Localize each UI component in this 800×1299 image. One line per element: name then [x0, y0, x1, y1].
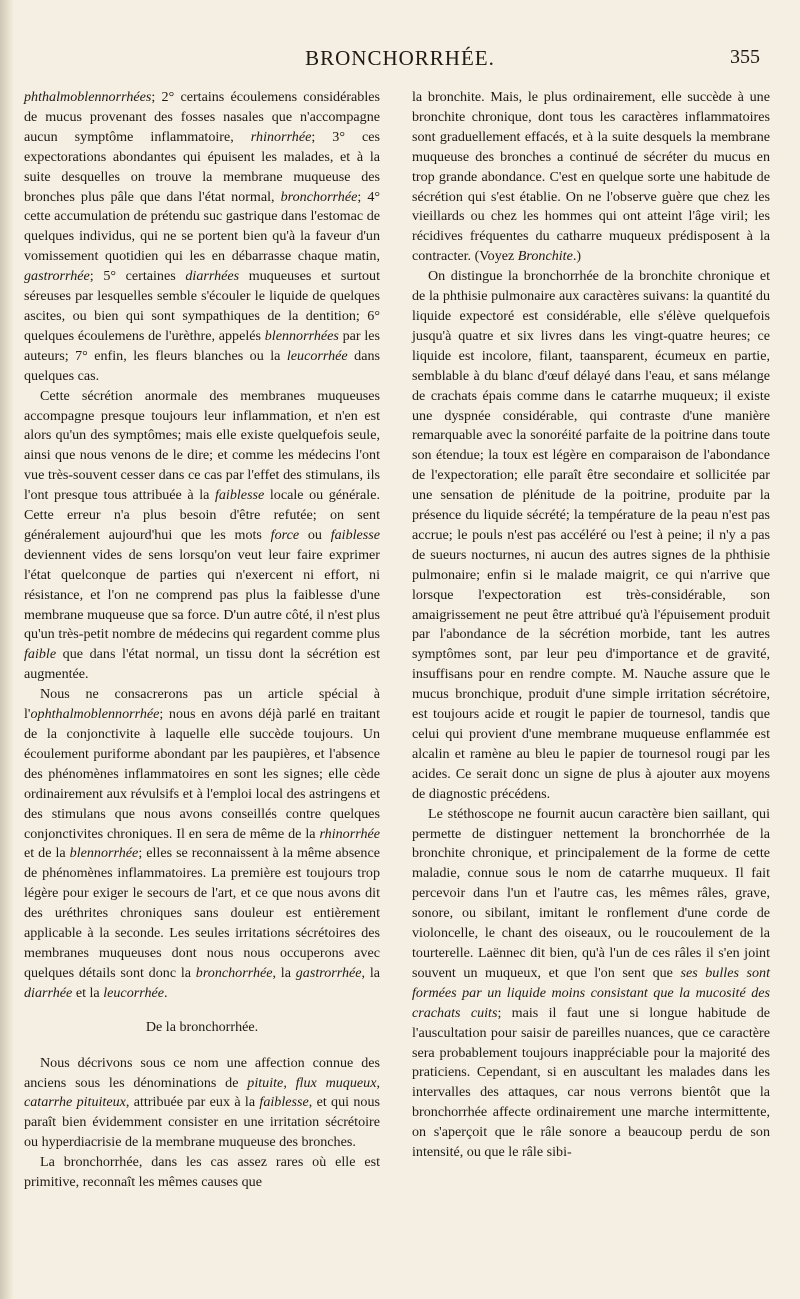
paragraph: [24, 685, 380, 1004]
paragraph: [24, 387, 380, 686]
text-run: Nous décrivons sous ce nom une affection connue des anciens sous les dénominations de: [24, 1054, 380, 1091]
paragraph: [412, 805, 770, 1163]
italic-text: rhinorrhée: [319, 825, 380, 842]
text-run: et la: [72, 984, 104, 1001]
text-run: locale ou générale. Cette erreur n'a plus besoin d'être refutée; on sent généralement aujourd'hui que les mots: [24, 487, 381, 543]
text-run: ou: [299, 526, 331, 543]
text-run: que dans l'état normal, un tissu dont la sécrétion est augmentée.: [24, 646, 380, 683]
italic-text: ophthalmoblennorrhée: [30, 706, 160, 723]
text-run: .): [572, 248, 582, 265]
paragraph: [24, 88, 380, 387]
italic-text: blennorrhée: [69, 845, 139, 862]
italic-text: faible: [24, 646, 57, 663]
italic-text: diarrhée: [24, 984, 73, 1001]
left-column: [24, 88, 380, 1193]
text-run: ; 3° ces expectorations abondantes qui épuisent les malades, et à la suite desquelles on trouve la membrane muqueuse des bronches plus pâle que dans l'état normal,: [24, 128, 380, 205]
italic-text: phthalmoblennorrhées: [24, 89, 152, 105]
italic-text: bronchorrhée: [195, 964, 273, 981]
text-run: et de la: [24, 845, 70, 862]
italic-text: ses bulles sont formées par un liquide moins consistant que la mucosité des crachats cuits: [412, 964, 770, 1021]
italic-text: bronchorrhée: [280, 188, 358, 205]
italic-text: catarrhe pituiteux: [24, 1094, 126, 1111]
paragraph: [24, 1054, 380, 1154]
text-run: la bronchite. Mais, le plus ordinairement, elle succède à une bronchite chronique, dont tous les caractères inflammatoires sont graduellement effacés, et à la suite desquels la membrane muqueuse des bronches a continué de sécréter du mucus en trop grande abondance. C'est en quelque sorte une habitude de sécrétion qui s'est établie. On ne l'observe guère que chez les vieillards ou chez les hommes qui ont atteint l'âge viril; les récidives fréquentes du catharre muqueux prédisposent à la contracter. (Voyez: [412, 89, 770, 265]
running-title: BRONCHORRHÉE.: [305, 46, 495, 70]
paragraph: [24, 1153, 380, 1193]
italic-text: Bronchite: [517, 248, 573, 265]
text-run: La bronchorrhée, dans les cas assez rares où elle est primitive, reconnaît les mêmes causes que: [24, 1154, 380, 1191]
italic-text: rhinorrhée: [250, 128, 312, 145]
page-header: [0, 46, 800, 76]
text-run: , attribuée par eux à la: [125, 1094, 260, 1111]
text-run: Nous ne consacrerons pas un article spécial à l': [24, 686, 380, 723]
text-run: On distingue la bronchorrhée de la bronchite chronique et de la phthisie pulmonaire aux caractères suivans: la quantité du liquide expectoré est considérable, elle s'élève quelquefois jusqu'à quatre et six livres dans les vingt-quatre heures; ce liquide est incolore, filant, taansparent, écumeux en partie, semblable à du blanc d'œuf délayé dans l'eau, et sans mélange de crachats épais comme dans le catarrhe muqueux; il existe une dyspnée considérable, qui contraste d'une manière remarquable avec la sonoréité parfaite de la poitrine dans toute son étendue; la toux est légère en comparaison de l'abondance de l'expectoration; elle paraît être secondaire et sollicitée par une sensation de plénitude de la poitrine, produite par la présence du liquide sécrété; la température de la peau n'est pas accrue; le pouls n'est pas accéléré ou l'est à peine; il n'y a pas de sueurs nocturnes, ni aucun des autres signes de la phthisie pulmonaire; enfin si le malade maigrit, ce qui n'arrive que lorsque l'expectoration est très-considérable, son amaigrissement ne peut être attribué qu'à l'épuisement produit par l'abondance de la sécrétion morbide, tant les autres symptômes sont, par leur peu d'importance et de gravité, insuffisans pour en rendre compte. M. Nauche assure que le mucus bronchique, produit d'une simple irritation sécrétoire, est toujours acide et rougit le papier de tournesol, tandis que celui qui provient d'une membrane muqueuse enflammée est alcalin et ramène au bleu le papier de tournesol rougi par les acides. Ce serait donc un signe de plus à ajouter aux moyens de diagnostic précédens.: [412, 268, 770, 802]
italic-text: leucorrhée: [103, 984, 165, 1001]
italic-text: leucorrhée: [286, 347, 348, 364]
section-heading: De la bronchorrhée.: [145, 1018, 259, 1035]
paragraph: [412, 267, 770, 804]
text-run: ,: [376, 1074, 380, 1091]
right-column: [412, 88, 770, 1163]
italic-text: blennorrhées: [264, 327, 339, 344]
text-run: , la: [272, 964, 296, 981]
text-run: .: [164, 984, 168, 1001]
text-run: ; 5° certaines: [89, 268, 186, 285]
italic-text: flux muqueux: [295, 1074, 377, 1091]
italic-text: diarrhées: [185, 268, 240, 285]
text-run: par les auteurs; 7° enfin, les fleurs blanches ou la: [24, 327, 380, 364]
text-run: ; mais il faut une si longue habitude de l'auscultation pour saisir de pareilles nuances, que ce caractère sera probablement toujours inappréciable pour la majorité des praticiens. Cependant, si en auscultant les malades dans les intervalles des attaques, car nous verrons bientôt que la bronchorrhée affecte ordinairement une marche intermittente, on s'aperçoit que le râle sonore a beaucoup perdu de son intensité, ou que le râle sibi-: [412, 1004, 770, 1161]
text-run: , et qui nous paraît bien évidemment consister en une irritation sécrétoire ou hyperdiacrisie de la membrane muqueuse des bronches.: [24, 1094, 381, 1151]
text-run: dans quelques cas.: [24, 347, 380, 384]
text-run: ; 2° certains écoulemens considérables de mucus provenant des fosses nasales que n'accompagne aucun symptôme inflammatoire,: [24, 89, 380, 145]
text-run: muqueuses et surtout séreuses par lesquelles semble s'écouler le liquide de quelques ascites, ou bien qui sont sympathiques de la dentition; 6° quelques écoulemens de l'urèthre, appelés: [24, 268, 380, 344]
text-run: ; 4° cette accumulation de prétendu suc gastrique dans l'estomac de quelques individus, qui ne se portent bien qu'à la faveur d'un vomissement quotidien qui les en débarrasse chaque matin,: [24, 188, 381, 265]
text-run: ; nous en avons déjà parlé en traitant de la conjonctivite à laquelle elle succède toujours. Un écoulement puriforme abondant par les paupières, et l'absence des phénomènes inflammatoires en sont les signes; elle cède ordinairement aux révulsifs et à l'emploi local des astringens et des stimulans que nous avons conseillés contre quelques conjonctivites chroniques. Il en sera de même de la: [24, 706, 380, 842]
text-run: ,: [283, 1074, 296, 1091]
italic-text: faiblesse: [259, 1094, 309, 1111]
page-edge: [0, 0, 14, 1299]
text-run: Cette sécrétion anormale des membranes muqueuses accompagne presque toujours leur inflammation, et n'en est alors qu'un des symptômes; mais elle existe quelquefois seule, ainsi que nous venons de le dire; et comme les médecins l'ont vue très-souvent cesser dans ce cas par l'effet des stimulans, ils l'ont presque tous attribuée à la: [24, 387, 380, 504]
italic-text: pituite: [247, 1074, 284, 1091]
page-number: 355: [730, 46, 760, 68]
text-run: Le stéthoscope ne fournit aucun caractère bien saillant, qui permette de distinguer nettement la bronchorrhée de la bronchite chronique, et principalement de la forme de cette maladie, connue sous le nom de catarrhe muqueux. Il fait percevoir dans l'un et l'autre cas, les mêmes râles, grave, sonore, ou sibilant, imitant le ronflement d'une corde de violoncelle, le chant des oiseaux, ou le roucoulement de la tourterelle. Laënnec dit bien, qu'à l'un de ces râles il s'en joint souvent un muqueux, et que l'on sent que: [412, 805, 770, 981]
text-run: ; elles se reconnaissent à la même absence de phénomènes inflammatoires. La première est toujours trop légère pour exiger le secours de l'art, et ce que nous avons dit des uréthrites chroniques sans douleur est entièrement applicable à la seconde. Les seules irritations sécrétoires des membranes muqueuses dont nous nous occuperons avec quelques détails sont donc la: [24, 845, 380, 981]
italic-text: faiblesse: [330, 526, 381, 543]
italic-text: gastrorrhée: [24, 268, 90, 285]
italic-text: gastrorrhée: [295, 964, 362, 981]
italic-text: force: [270, 526, 300, 543]
italic-text: faiblesse: [214, 487, 265, 504]
text-run: deviennent vides de sens lorsqu'on veut leur faire exprimer l'état quelconque de parties qui n'exercent ni effort, ni résistance, et l'on ne comprend pas plus la faiblesse d'une membrane muqueuse que sa force. D'un autre côté, il n'est plus qu'un très-petit nombre de médecins qui regardent comme plus: [24, 546, 380, 643]
paragraph: [412, 88, 770, 267]
text-run: , la: [361, 964, 380, 981]
